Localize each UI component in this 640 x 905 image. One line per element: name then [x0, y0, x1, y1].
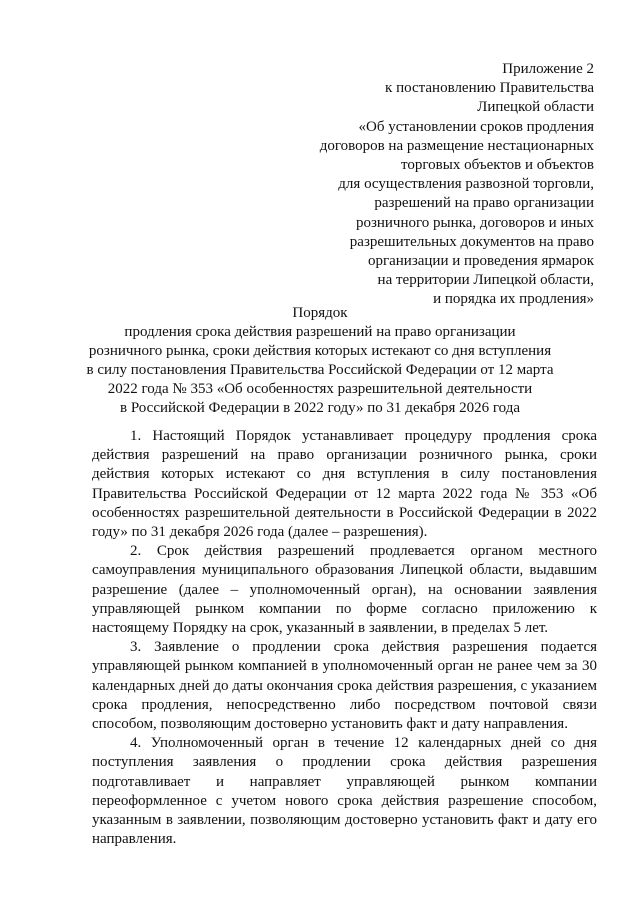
title-line: в силу постановления Правительства Российской Федерации от 12 марта — [86, 362, 554, 378]
title-line: розничного рынка, сроки действия которых истекают со дня вступления — [88, 343, 552, 359]
appendix-line: организации и проведения ярмарок — [367, 253, 594, 270]
title-line: в Российской Федерации в 2022 году» по 31 декабря 2026 года — [120, 400, 520, 416]
appendix-line: Липецкой области — [477, 99, 594, 116]
paragraph-4: 4. Уполномоченный орган в течение 12 календарных дней со дня поступления заявления о продлении срока действия разрешения подготавливает и направляет управляющей рынком компании переоформленное с учетом нового срока действия разрешение способом, указанным в заявлении, позволяющим достоверно установить факт и дату его направления. — [92, 735, 597, 848]
appendix-header — [320, 60, 594, 310]
title-line: 2022 года № 353 «Об особенностях разрешительной деятельности — [107, 381, 533, 397]
paragraph-1: 1. Настоящий Порядок устанавливает процедуру продления срока действия разрешений на право организации розничного рынка, сроки действия которых истекают со дня вступления в силу постановления Правительства Российской Федерации от 12 марта 2022 года № 353 «Об особенностях разрешительной деятельности в Российской Федерации в 2022 году» по 31 декабря 2026 года (далее – разрешения). — [92, 428, 597, 541]
paragraph-3: 3. Заявление о продлении срока действия разрешения подается управляющей рынком компанией в уполномоченный орган не ранее чем за 30 календарных дней до даты окончания срока действия разрешения, с указанием срока продления, непосредственно либо посредством почтовой связи способом, позволяющим достоверно установить факт и дату направления. — [92, 639, 597, 733]
appendix-line: договоров на размещение нестационарных — [319, 137, 594, 154]
appendix-line: «Об установлении сроков продления — [358, 118, 594, 135]
title-heading: Порядок — [292, 305, 348, 321]
appendix-line: розничного рынка, договоров и иных — [355, 214, 594, 231]
document-body — [92, 427, 597, 849]
appendix-line: для осуществления развозной торговли, — [338, 176, 594, 193]
title-line: продления срока действия разрешений на право организации — [124, 324, 516, 340]
appendix-line: разрешительных документов на право — [349, 233, 594, 250]
paragraph-2: 2. Срок действия разрешений продлевается органом местного самоуправления муниципального образования Липецкой области, выдавшим разрешение (далее – уполномоченный орган), на основании заявления управляющей рынком компании по форме согласно приложению к настоящему Порядку на срок, указанный в заявлении, в пределах 5 лет. — [92, 543, 597, 637]
appendix-line: и порядка их продления» — [433, 291, 594, 308]
appendix-line: Приложение 2 — [502, 61, 594, 77]
appendix-line: торговых объектов и объектов — [401, 157, 594, 174]
document-title — [60, 304, 580, 418]
appendix-line: разрешений на право организации — [374, 195, 594, 212]
appendix-line: на территории Липецкой области, — [377, 272, 594, 289]
appendix-line: к постановлению Правительства — [385, 80, 594, 97]
